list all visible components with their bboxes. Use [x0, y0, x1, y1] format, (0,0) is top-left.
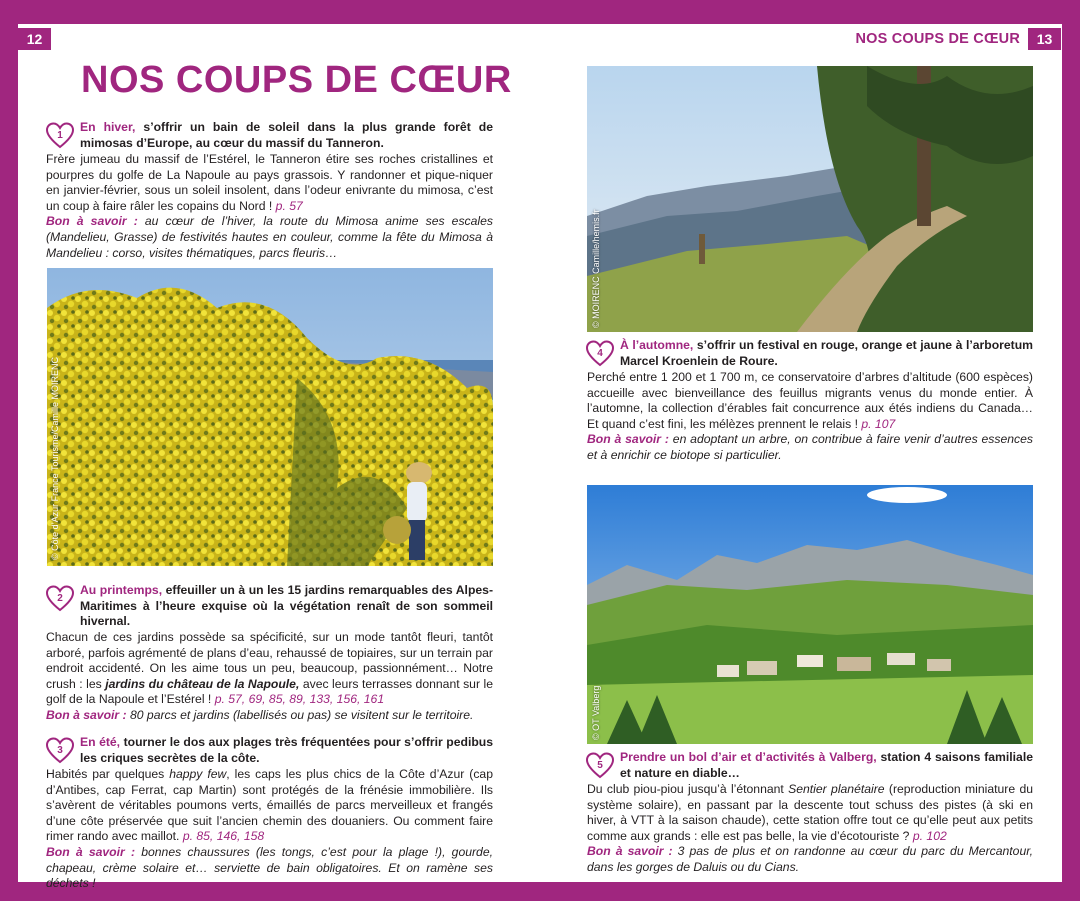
- tip-text: au cœur de l’hiver, la route du Mimosa anime ses escales (Mandelieu, Grasse) de festivités hautes en couleur, comme la fête du Mimosa à Mandelieu : corso, visites thématiques, parcs fleuris…: [46, 214, 493, 260]
- entry-season: En hiver,: [80, 120, 136, 134]
- tip-text: en adoptant un arbre, on contribue à faire venir d’autres essences et à enrichir ce biotope si particulier.: [587, 432, 1033, 462]
- entry-season: Au printemps,: [80, 583, 163, 597]
- page-reference: p. 85, 146, 158: [182, 829, 265, 844]
- svg-text:2: 2: [57, 593, 63, 604]
- tip-label: Bon à savoir :: [587, 432, 669, 447]
- heart-number-1-icon: [46, 122, 74, 150]
- tip-label: Bon à savoir :: [46, 214, 138, 229]
- entry-summer: [57, 735, 493, 766]
- entry-autumn: [597, 338, 1033, 369]
- svg-text:3: 3: [57, 745, 63, 756]
- tip-text: bonnes chaussures (les tongs, c’est pour la plage !), gourde, chapeau, crème solaire et… serviette de bain obligatoires. Et on ramène ses déchets !: [46, 844, 493, 891]
- svg-text:1: 1: [57, 130, 63, 141]
- entry-winter: [57, 120, 493, 151]
- entry-body: Du club piou-piou jusqu’à l’étonnant: [587, 782, 789, 796]
- tip-label: Bon à savoir :: [46, 707, 127, 722]
- entry-winter-body: [46, 152, 493, 261]
- mimosa-photo: [47, 268, 493, 566]
- valberg-photo: [587, 485, 1033, 744]
- entry-season: En été,: [80, 735, 121, 749]
- tip-text: 3 pas de plus et on randonne au cœur du parc du Mercantour, dans les gorges de Daluis ou du Cians.: [587, 844, 1034, 874]
- svg-text:4: 4: [597, 348, 603, 359]
- entry-body: Habités par quelques: [46, 767, 170, 781]
- entry-highlight: jardins du château de la Napoule,: [105, 676, 300, 691]
- entry-season: À l’automne,: [620, 338, 694, 352]
- entry-body-continued: avec leurs terrasses donnant sur le golf de la Napoule et l’Estérel !: [46, 676, 493, 707]
- entry-body: Chacun de ces jardins possède sa spécificité, sur un mode tantôt fleuri, tantôt arboré, parfois agrémenté de plans d’eau, rehaussé de topiaires, sur un terrain par endroit accidenté. On les aime tous un peu, beaucoup, passionnément… Notre crush : les: [46, 630, 493, 691]
- left-page-number: 12: [18, 28, 51, 50]
- photo-credit: © Côte d’Azur France Tourisme/Camille MOIRENC: [50, 356, 60, 560]
- page-title: NOS COUPS DE CŒUR: [81, 59, 512, 101]
- entry-valberg: [597, 750, 1033, 781]
- photo-credit: © MOIRENC Camille/hemis.fr: [591, 209, 601, 328]
- entry-valberg-body: [587, 782, 1033, 876]
- page-reference: p. 57: [275, 198, 303, 213]
- entry-spring: [57, 583, 494, 630]
- entry-emphasis: happy few: [169, 767, 227, 781]
- page-reference: p. 102: [912, 828, 947, 843]
- entry-lead: s’offrir un bain de soleil dans la plus grande forêt de mimosas d’Europe, au cœur du massif du Tanneron.: [80, 120, 493, 150]
- entry-summer-body: [46, 767, 493, 892]
- page-reference: p. 57, 69, 85, 89, 133, 156, 161: [214, 692, 385, 707]
- page-reference: p. 107: [861, 416, 896, 431]
- entry-autumn-body: [587, 370, 1033, 464]
- tip-text: 80 parcs et jardins (labellisés ou pas) se visitent sur le territoire.: [126, 707, 474, 722]
- running-head: NOS COUPS DE CŒUR: [855, 31, 1020, 47]
- heart-number-2-icon: [46, 585, 74, 613]
- photo-credit: © OT Valberg: [591, 685, 601, 740]
- entry-body-continued: (reproduction miniature du système solaire), en passant par la descente tout schuss des pistes (à ski en hiver, à VTT à la saison chaude), cette station offre tout ce qu’elle peut aux petits comme aux grands : elle est pas belle, la vie d’écotouriste ?: [587, 782, 1033, 843]
- entry-body: Frère jumeau du massif de l’Estérel, le Tanneron étire ses roches cristallines et pourpres du golfe de La Napoule au pays grassois. Y randonner et pique-niquer en janvier-février, sous un soleil insolent, dans l’odeur enivrante du mimosa, c’est un coup à faire râler les copains du Nord !: [46, 152, 493, 213]
- entry-body-continued: , les caps les plus chics de la Côte d’Azur (cap d’Antibes, cap Ferrat, cap Martin) sont protégés de la frénésie immobilière. Ils s’avèrent de véritables poumons verts, émaillés de parcs merveilleux et frangés d’une côte préservée que suit l’ancien chemin des douaniers. Ou comment faire rimer rando avec maillot.: [46, 767, 493, 844]
- heart-number-3-icon: [46, 737, 74, 765]
- tip-label: Bon à savoir :: [587, 844, 673, 859]
- entry-spring-body: [46, 630, 493, 724]
- entry-lead: station 4 saisons familiale et nature en diable…: [620, 750, 1033, 780]
- entry-body: Perché entre 1 200 et 1 700 m, ce conservatoire d’arbres d’altitude (600 espèces) accueille avec bienveillance des feuillus migrants venus du monde entier. À l’automne, la collection d’érables fait concurrence aux étés indiens du Canada… Et quand c’est fini, les mélèzes prennent le relais !: [587, 370, 1033, 431]
- tip-label: Bon à savoir :: [46, 844, 136, 859]
- heart-number-5-icon: [586, 752, 614, 780]
- entry-lead: tourner le dos aux plages très fréquentées pour s’offrir pedibus les criques secrètes de la côte.: [80, 735, 493, 765]
- right-page-number: 13: [1028, 28, 1061, 50]
- entry-emphasis: Sentier planétaire: [788, 782, 885, 796]
- valberg-village-image: [587, 485, 1033, 744]
- entry-lead: s’offrir un festival en rouge, orange et jaune à l’arboretum Marcel Kroenlein de Roure.: [620, 338, 1033, 368]
- heart-number-4-icon: [586, 340, 614, 368]
- trail-photo: [587, 66, 1033, 332]
- svg-text:5: 5: [597, 760, 603, 771]
- mountain-trail-image: [587, 66, 1033, 332]
- mimosa-forest-image: [47, 268, 493, 566]
- entry-season: Prendre un bol d’air et d’activités à Valberg,: [620, 750, 877, 764]
- entry-lead: effeuiller un à un les 15 jardins remarquables des Alpes-Maritimes à l’heure exquise où la végétation renaît de son sommeil hivernal.: [80, 583, 494, 629]
